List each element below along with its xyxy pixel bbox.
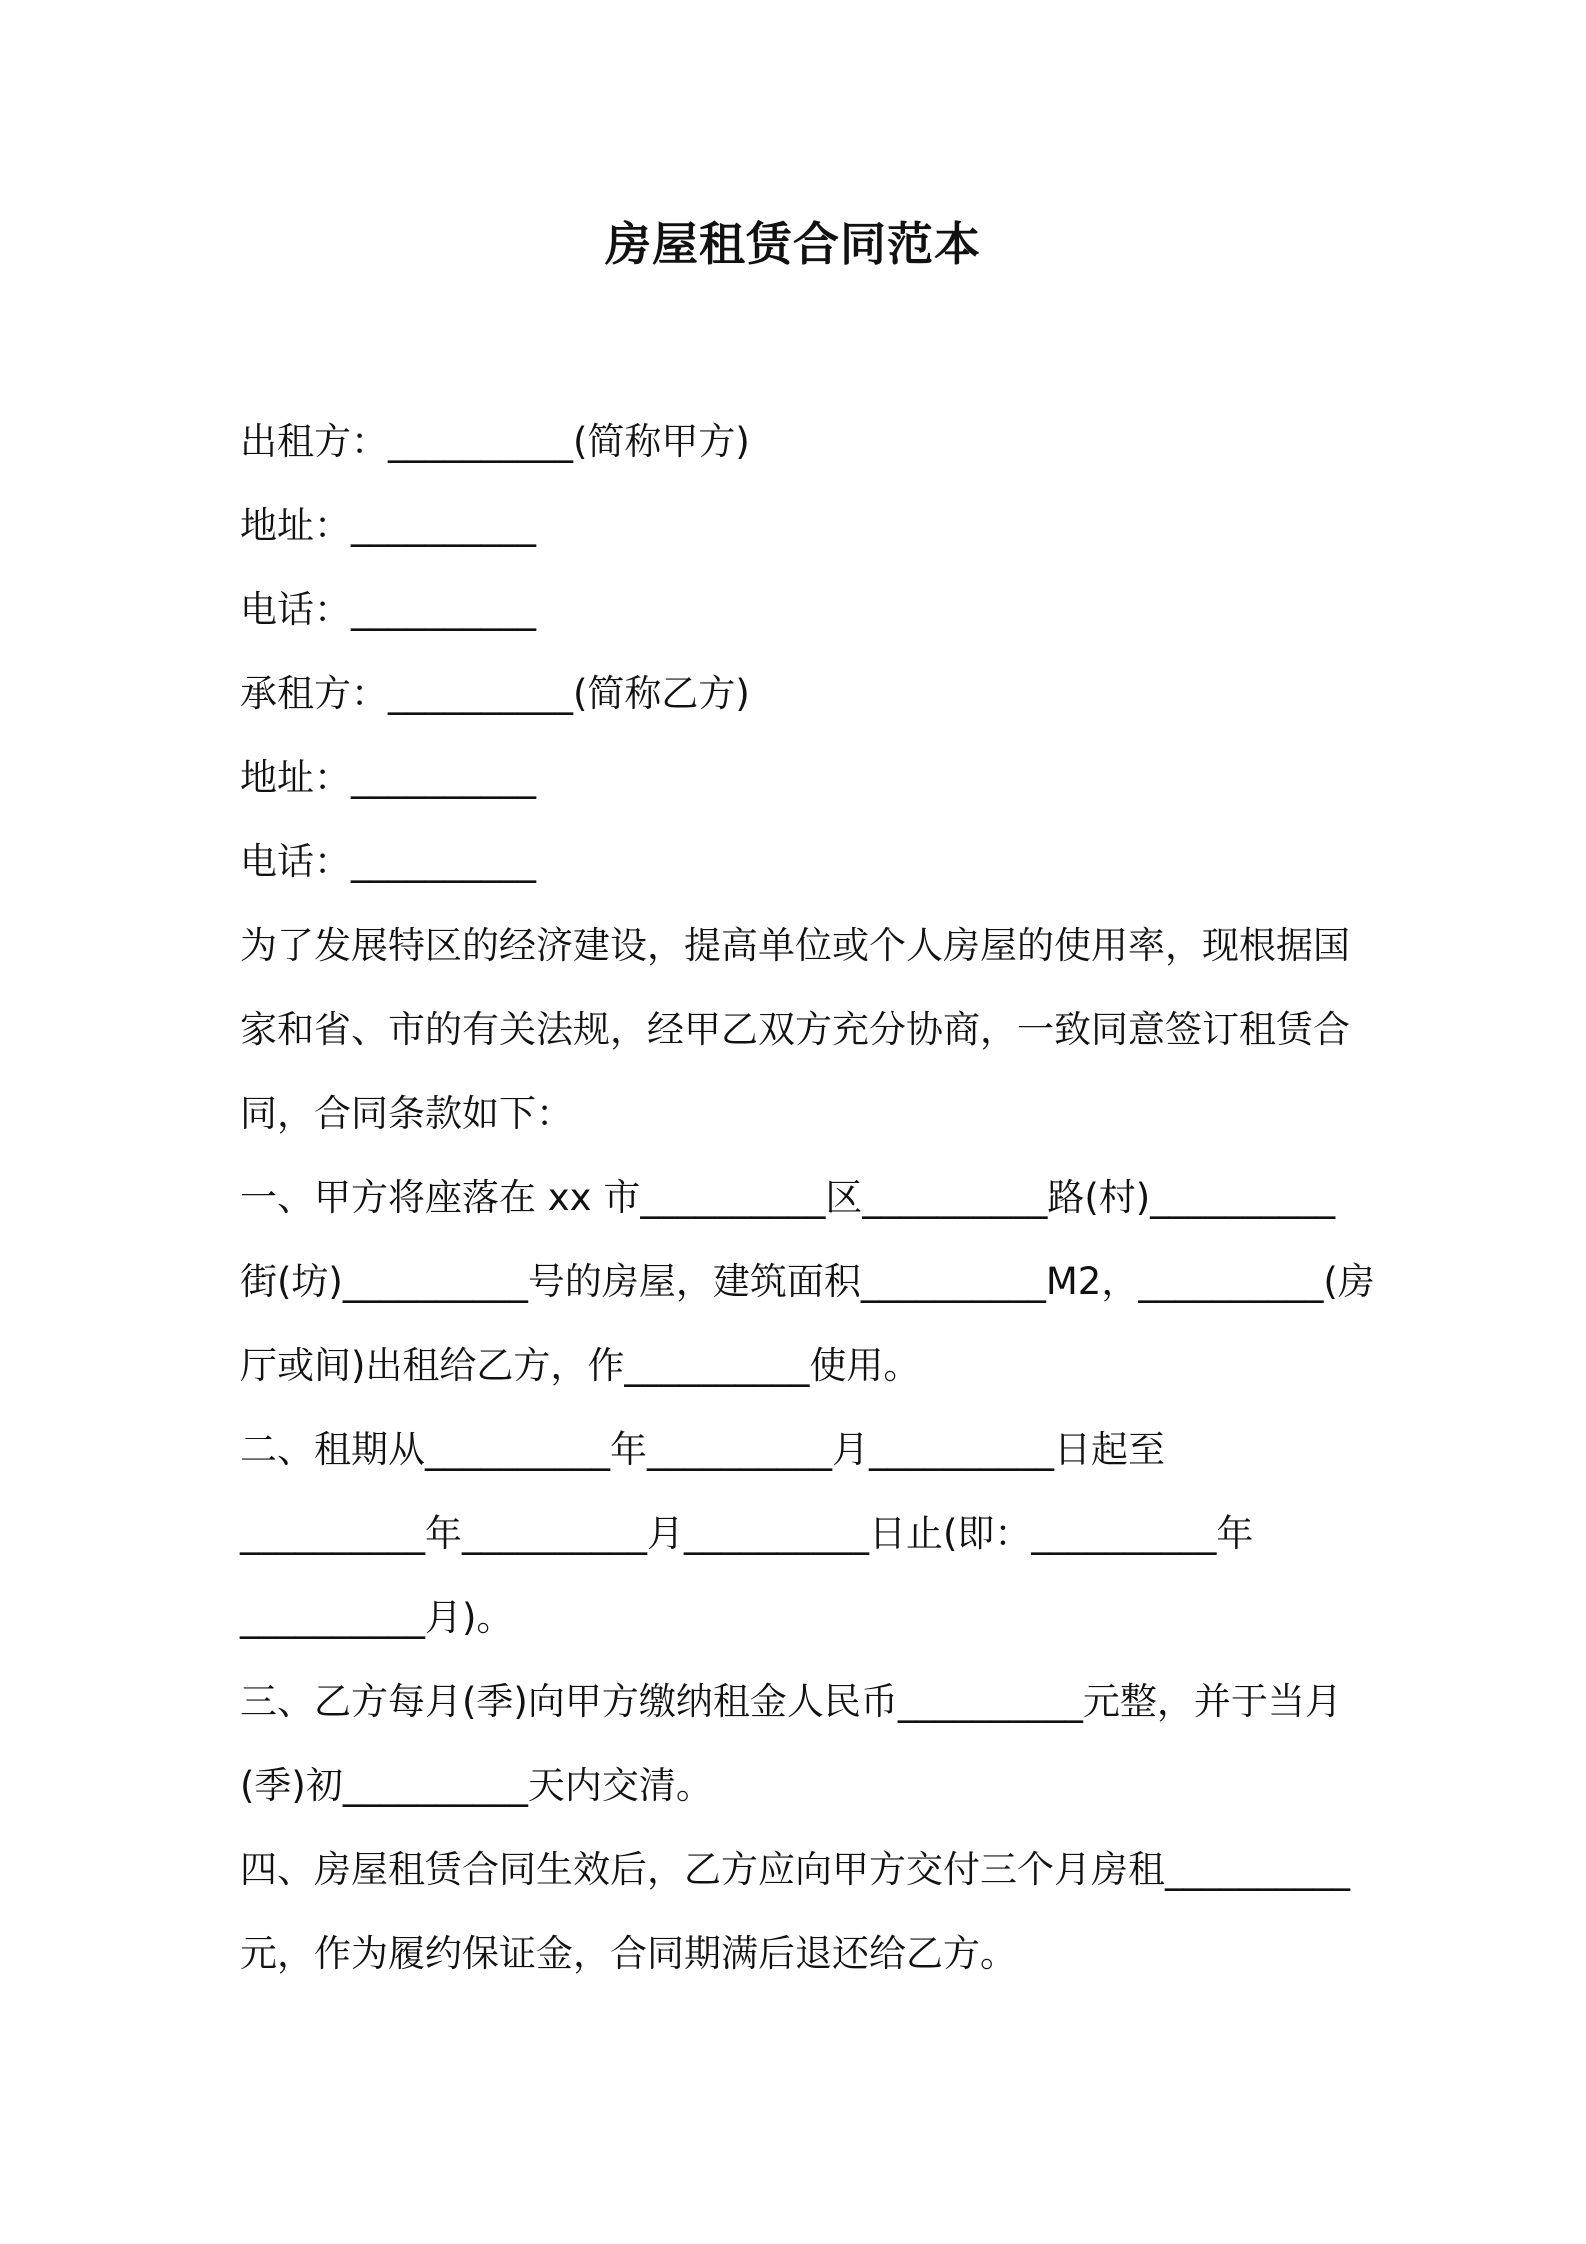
preamble-line-3: 同，合同条款如下： [240,1092,573,1135]
lessor-name-line: 出租方：__________(简称甲方) [240,420,750,463]
clause-1-line-1: 一、甲方将座落在 xx 市__________区__________路(村)__________ [240,1176,1336,1219]
lessee-name-line: 承租方：__________(简称乙方) [240,672,750,715]
clause-4-line-2: 元，作为履约保证金，合同期满后退还给乙方。 [240,1932,1017,1975]
lessor-phone-line: 电话：__________ [240,588,536,631]
preamble-line-2: 家和省、市的有关法规，经甲乙双方充分协商，一致同意签订租赁合 [240,1008,1350,1051]
clause-2-line-1: 二、租期从__________年__________月__________日起至 [240,1428,1165,1471]
lessor-address-line: 地址：__________ [240,504,536,547]
lessee-address-line: 地址：__________ [240,756,536,799]
clause-3-line-2: (季)初__________天内交清。 [240,1764,713,1807]
clause-2-line-3: __________月)。 [240,1596,514,1639]
clause-2-line-2: __________年__________月__________日止(即：__________年 [240,1512,1254,1555]
document-title: 房屋租赁合同范本 [605,217,981,271]
clause-1-line-3: 厅或间)出租给乙方，作__________使用。 [240,1344,921,1387]
preamble-line-1: 为了发展特区的经济建设，提高单位或个人房屋的使用率，现根据国 [240,924,1350,967]
lessee-phone-line: 电话：__________ [240,840,536,883]
document-body [240,400,1375,1996]
clause-4-line-1: 四、房屋租赁合同生效后，乙方应向甲方交付三个月房租__________ [240,1848,1350,1891]
clause-3-line-1: 三、乙方每月(季)向甲方缴纳租金人民币__________元整，并于当月 [240,1680,1342,1723]
clause-1-line-2: 街(坊)__________号的房屋，建筑面积__________M2，__________(房 [240,1260,1375,1303]
